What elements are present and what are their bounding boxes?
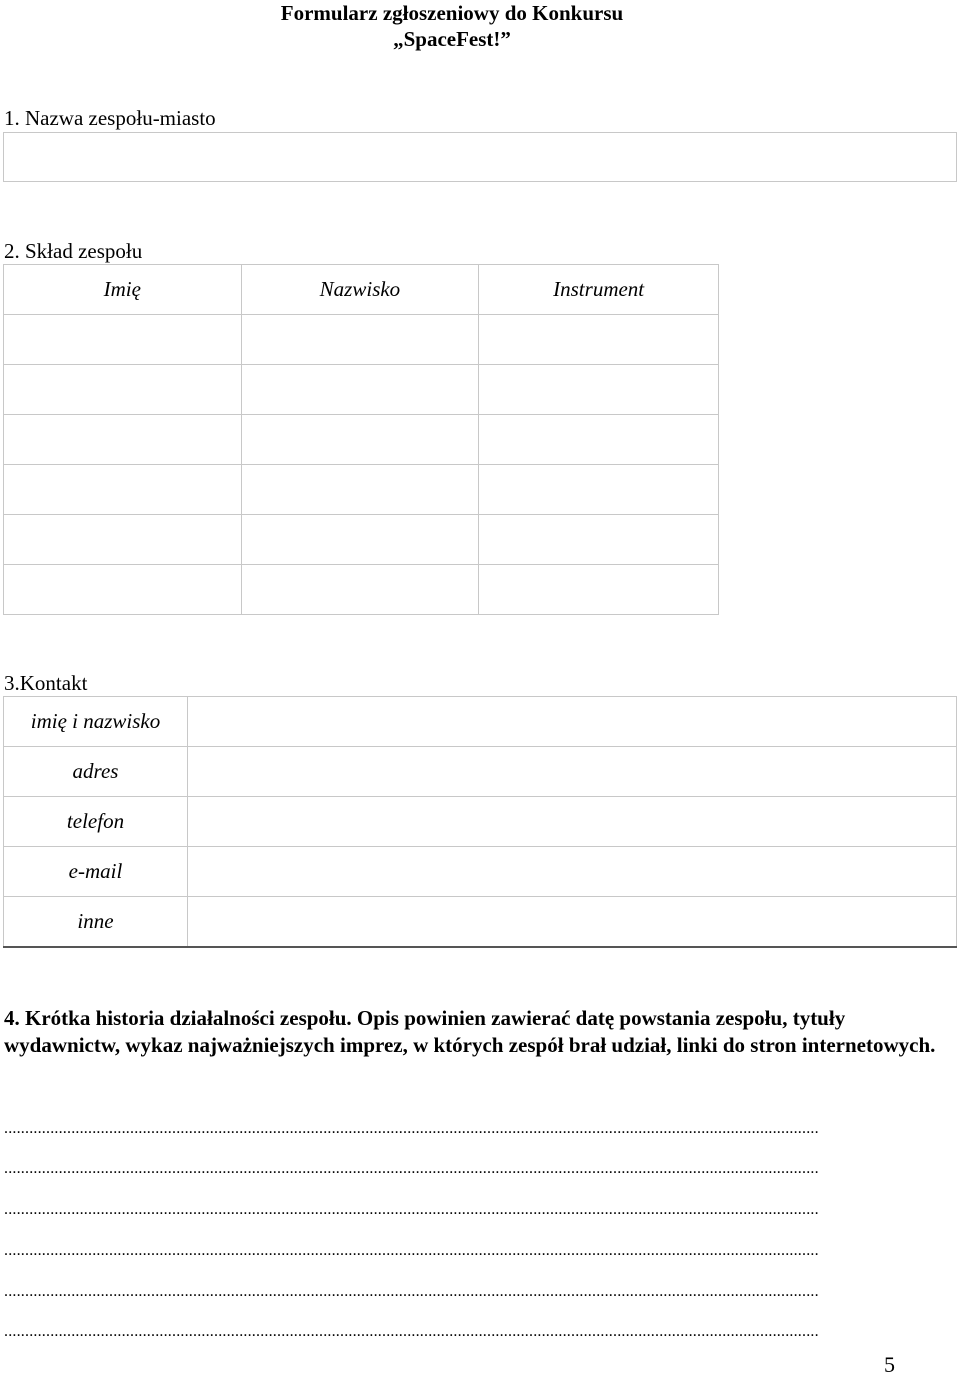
section2-label: 2. Skład zespołu [4,239,143,263]
member-first-name-cell[interactable] [4,515,242,565]
member-last-name-cell[interactable] [241,415,479,465]
table-row [4,565,719,615]
section1-label: 1. Nazwa zespołu-miasto [4,106,216,130]
form-title-line1: Formularz zgłoszeniowy do Konkursu [280,1,624,25]
contact-table [3,696,957,948]
member-instrument-cell[interactable] [479,315,719,365]
contact-row-address [4,747,957,797]
section3-label: 3.Kontakt [4,671,88,695]
contact-row-phone [4,797,957,847]
contact-label-address: adres [4,747,188,797]
members-table [3,264,719,615]
dotted-answer-line[interactable]: .................................................................................................................................................................................................. [4,1323,819,1340]
dotted-answer-line[interactable]: .................................................................................................................................................................................................. [4,1120,819,1137]
section4-description: 4. Krótka historia działalności zespołu. Opis powinien zawierać datę powstania zespołu, tytuły wydawnictw, wykaz najważniejszych imprez, w których zespół brał udział, linki do stron internetowych. [4,1006,936,1057]
contact-label-name: imię i nazwisko [4,697,188,747]
header-instrument: Instrument [479,265,719,315]
members-header-row [4,265,719,315]
table-row [4,415,719,465]
contact-label-email: e-mail [4,847,188,897]
table-row [4,465,719,515]
contact-label-other: inne [4,897,188,948]
member-first-name-cell[interactable] [4,465,242,515]
dotted-answer-line[interactable]: .................................................................................................................................................................................................. [4,1283,819,1300]
contact-name-field[interactable] [188,697,957,747]
member-instrument-cell[interactable] [479,565,719,615]
contact-address-field[interactable] [188,747,957,797]
contact-email-field[interactable] [188,847,957,897]
page-number: 5 [884,1352,895,1377]
member-first-name-cell[interactable] [4,365,242,415]
contact-phone-field[interactable] [188,797,957,847]
member-first-name-cell[interactable] [4,315,242,365]
dotted-answer-line[interactable]: .................................................................................................................................................................................................. [4,1242,819,1259]
member-last-name-cell[interactable] [241,365,479,415]
table-row [4,365,719,415]
table-row [4,315,719,365]
member-first-name-cell[interactable] [4,415,242,465]
band-name-field[interactable] [3,132,957,182]
member-last-name-cell[interactable] [241,315,479,365]
form-title-line2: „SpaceFest!” [393,27,511,51]
dotted-answer-line[interactable]: .................................................................................................................................................................................................. [4,1160,819,1177]
member-instrument-cell[interactable] [479,465,719,515]
table-row [4,515,719,565]
contact-row-name [4,697,957,747]
member-last-name-cell[interactable] [241,565,479,615]
member-instrument-cell[interactable] [479,415,719,465]
contact-label-phone: telefon [4,797,188,847]
member-instrument-cell[interactable] [479,515,719,565]
dotted-answer-line[interactable]: .................................................................................................................................................................................................. [4,1201,819,1218]
member-last-name-cell[interactable] [241,465,479,515]
header-first-name: Imię [4,265,242,315]
contact-other-field[interactable] [188,897,957,948]
member-last-name-cell[interactable] [241,515,479,565]
member-first-name-cell[interactable] [4,565,242,615]
contact-row-email [4,847,957,897]
member-instrument-cell[interactable] [479,365,719,415]
contact-row-other [4,897,957,948]
header-last-name: Nazwisko [241,265,479,315]
